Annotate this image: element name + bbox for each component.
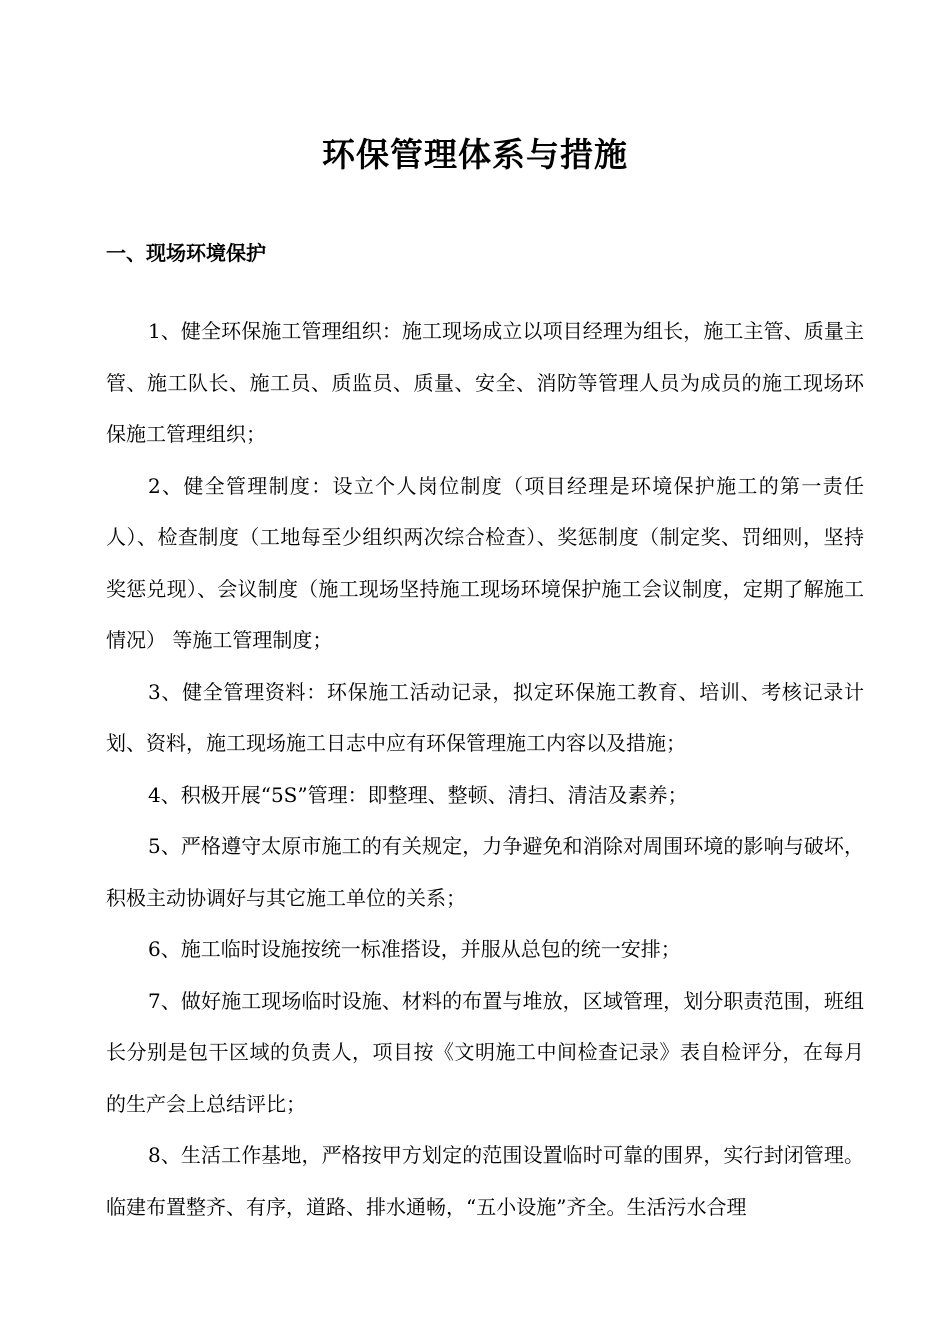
paragraph-6: 6、施工临时设施按统一标准搭设，并服从总包的统一安排； <box>148 937 681 961</box>
paragraph-4: 4、积极开展“5S”管理：即整理、整顿、清扫、清洁及素养； <box>148 782 688 807</box>
paragraph-1: 1、健全环保施工管理组织：施工现场成立以项目经理为组长，施工主管、质量主管、施工队长、施工员、质监员、质量、安全、消防等管理人员为成员的施工现场环保施工管理组织； <box>106 319 864 446</box>
paragraph-8: 8、生活工作基地，严格按甲方划定的范围设置临时可靠的围界，实行封闭管理。临建布置整齐、有序，道路、排水通畅，“五小设施”齐全。生活污水合理 <box>106 1143 864 1219</box>
section-heading: 一、现场环境保护 <box>106 241 266 265</box>
paragraph-2: 2、健全管理制度：设立个人岗位制度（项目经理是环境保护施工的第一责任人）、检查制度（工地每至少组织两次综合检查）、奖惩制度（制定奖、罚细则，坚持奖惩兑现）、会议制度（施工现场坚持施工现场环境保护施工会议制度，定期了解施工情况） 等施工管理制度； <box>106 473 864 652</box>
paragraph-5: 5、严格遵守太原市施工的有关规定，力争避免和消除对周围环境的影响与破坏，积极主动协调好与其它施工单位的关系； <box>106 834 864 910</box>
document-title: 环保管理体系与措施 <box>322 135 628 174</box>
document-body <box>106 306 864 1233</box>
paragraph-3: 3、健全管理资料：环保施工活动记录，拟定环保施工教育、培训、考核记录计划、资料，施工现场施工日志中应有环保管理施工内容以及措施； <box>106 679 864 755</box>
paragraph-7: 7、做好施工现场临时设施、材料的布置与堆放，区域管理，划分职责范围，班组长分别是包干区域的负责人，项目按《文明施工中间检查记录》表自检评分，在每月的生产会上总结评比； <box>106 988 864 1116</box>
